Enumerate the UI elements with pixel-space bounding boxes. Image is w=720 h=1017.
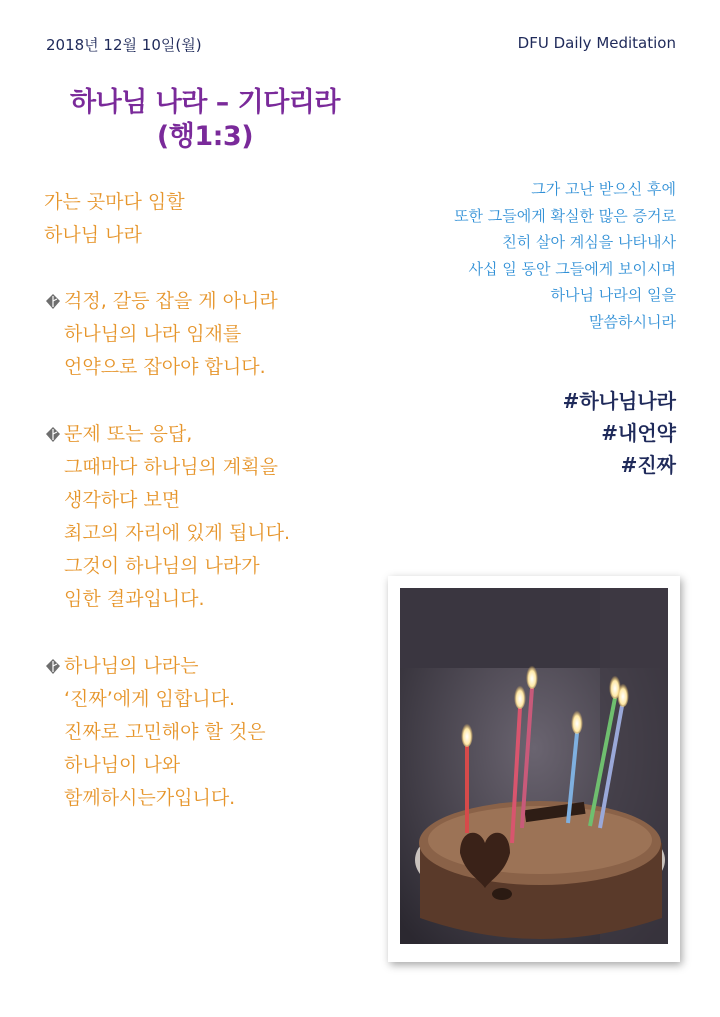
leaf-bullet-icon	[44, 293, 62, 311]
verse-line: 친히 살아 계심을 나타내사	[502, 233, 676, 251]
bullet-paragraph-3	[44, 650, 266, 815]
birthday-cake-photo	[400, 588, 668, 944]
intro-line: 가는 곳마다 임할	[44, 191, 185, 213]
leaf-bullet-icon	[44, 426, 62, 444]
bullet-line: 최고의 자리에 있게 됩니다.	[64, 522, 291, 544]
bullet-line: 하나님의 나라 임재를	[64, 323, 242, 345]
hashtag-list	[563, 385, 676, 481]
hashtag: #하나님나라	[562, 389, 676, 413]
hashtag: #진짜	[620, 453, 676, 477]
bullet-line: ‘진짜’에게 임합니다.	[64, 688, 235, 710]
intro-line: 하나님 나라	[44, 224, 142, 246]
date-label: 2018년 12월 10일(월)	[46, 36, 202, 54]
bullet-line: 하나님이 나와	[64, 754, 181, 776]
verse-line: 사십 일 동안 그들에게 보이시며	[468, 259, 676, 278]
bullet-line: 걱정, 갈등 잡을 게 아니라	[64, 290, 278, 312]
verse-line: 하나님 나라의 일을	[550, 286, 676, 304]
bullet-line: 생각하다 보면	[64, 489, 181, 511]
hashtag: #내언약	[601, 421, 676, 445]
intro-text	[44, 186, 185, 252]
cake-photo-frame	[388, 576, 680, 962]
bullet-paragraph-1	[44, 285, 278, 384]
verse-line: 그가 고난 받으신 후에	[531, 180, 676, 198]
bullet-line: 문제 또는 응답,	[64, 423, 193, 445]
bullet-line: 임한 결과입니다.	[64, 588, 205, 610]
bullet-line: 언약으로 잡아야 합니다.	[64, 356, 266, 378]
page-title	[40, 86, 370, 154]
title-line-2: (행1:3)	[156, 121, 254, 152]
bullet-paragraph-2	[44, 418, 290, 616]
title-line-1: 하나님 나라 – 기다리라	[70, 87, 340, 118]
bullet-line: 함께하시는가입니다.	[64, 787, 236, 809]
bullet-line: 진짜로 고민해야 할 것은	[64, 721, 266, 743]
verse-line: 말씀하시니라	[589, 312, 676, 331]
bullet-line: 그것이 하나님의 나라가	[64, 555, 260, 577]
scripture-verse	[376, 176, 676, 335]
bullet-line: 하나님의 나라는	[64, 655, 199, 677]
brand-label: DFU Daily Meditation	[517, 34, 676, 52]
verse-line: 또한 그들에게 확실한 많은 증거로	[454, 206, 676, 225]
bullet-line: 그때마다 하나님의 계획을	[64, 456, 278, 478]
leaf-bullet-icon	[44, 658, 62, 676]
